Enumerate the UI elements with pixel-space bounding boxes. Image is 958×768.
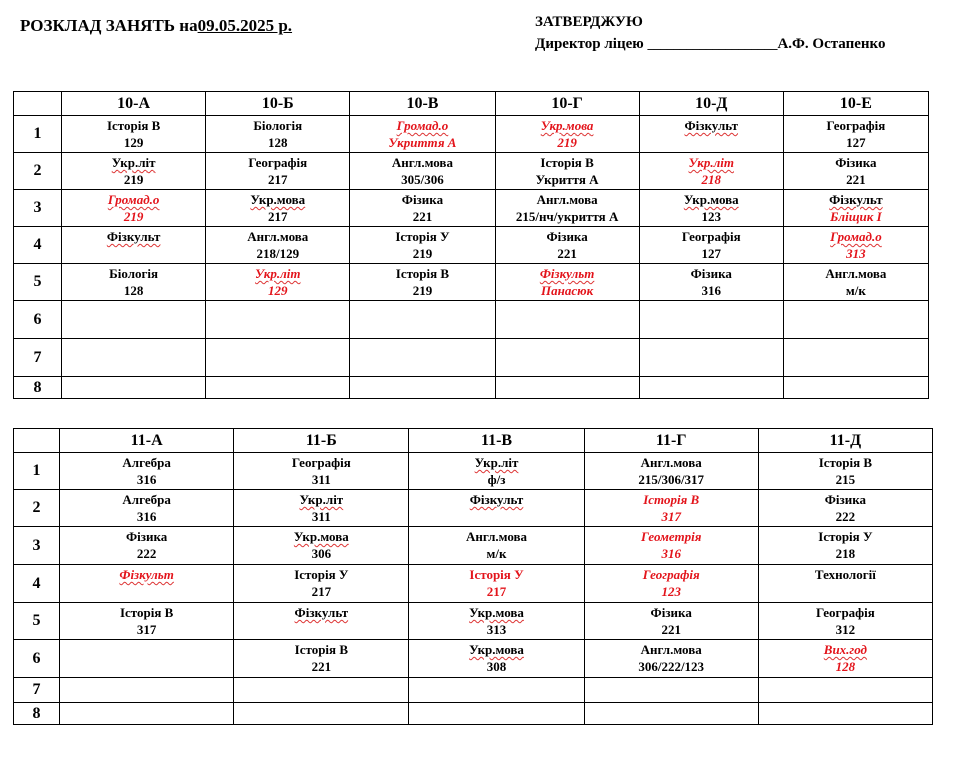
room-or-teacher: 217 (268, 172, 288, 187)
lesson-cell (758, 640, 932, 678)
subject-name: Англ.мова (640, 455, 702, 470)
room-or-teacher: 215/нч/укриття А (515, 209, 619, 224)
room-or-teacher: 221 (846, 172, 866, 187)
room-or-teacher: 221 (311, 659, 332, 674)
room-or-teacher: 127 (701, 246, 721, 261)
lesson-cell (639, 153, 783, 190)
lesson-cell (758, 490, 932, 527)
subject-name: Історія В (540, 155, 594, 170)
subject-name: Історія В (395, 266, 450, 281)
approve-label: ЗАТВЕРДЖУЮ (535, 14, 643, 30)
lesson-cell (783, 153, 928, 190)
lesson-row (14, 490, 933, 527)
lesson-row (14, 264, 929, 301)
room-or-teacher: 308 (486, 659, 507, 674)
lesson-cell (783, 190, 928, 227)
subject-name: Фізика (650, 605, 692, 620)
room-or-teacher: 217 (486, 584, 507, 599)
room-or-teacher: 128 (835, 659, 856, 674)
class-header: 11-Д (758, 429, 932, 453)
lesson-cell (234, 565, 409, 603)
room-or-teacher: 311 (311, 472, 331, 487)
class-header: 10-Е (783, 92, 928, 116)
lesson-cell (350, 153, 495, 190)
lesson-cell (234, 678, 409, 703)
lesson-row (14, 703, 933, 725)
lesson-row (14, 565, 933, 603)
subject-name: Укр.мова (293, 529, 349, 544)
room-or-teacher: 127 (846, 135, 866, 150)
subject-name: Укр.літ (474, 455, 519, 470)
class-header: 10-Г (495, 92, 639, 116)
subject-name: Історія У (818, 529, 873, 544)
lesson-cell (409, 453, 584, 490)
lesson-cell (495, 264, 639, 301)
subject-name: Фізика (401, 192, 444, 207)
room-or-teacher: 316 (136, 472, 157, 487)
subject-name: Географія (291, 455, 351, 470)
room-or-teacher: 217 (268, 209, 288, 224)
subject-name: Технології (814, 567, 876, 582)
subject-name: Географія (826, 118, 886, 133)
lesson-cell (60, 603, 234, 640)
lesson-number: 4 (14, 565, 60, 603)
room-or-teacher: Укриття А (388, 135, 457, 150)
room-or-teacher: 219 (557, 135, 577, 150)
corner-cell (14, 92, 62, 116)
schedule-table-10 (13, 91, 929, 399)
subject-name: Історія В (818, 455, 873, 470)
lesson-number: 3 (14, 527, 60, 565)
room-or-teacher: м/к (486, 546, 507, 561)
subject-name: Історія У (469, 567, 524, 582)
lesson-number: 1 (14, 453, 60, 490)
lesson-cell (495, 377, 639, 399)
corner-cell (14, 429, 60, 453)
subject-name: Географія (248, 155, 308, 170)
subject-name: Укр.літ (688, 155, 734, 170)
room-or-teacher: 219 (412, 246, 433, 261)
room-or-teacher: 219 (123, 209, 144, 224)
lesson-number: 1 (14, 116, 62, 153)
lesson-cell (639, 301, 783, 339)
lesson-cell (584, 453, 758, 490)
lesson-cell (60, 640, 234, 678)
room-or-teacher: 311 (311, 509, 331, 524)
lesson-cell (758, 453, 932, 490)
subject-name: Громад.о (830, 229, 882, 244)
room-or-teacher: 123 (661, 584, 681, 599)
lesson-cell (60, 490, 234, 527)
subject-name: Геометрія (640, 529, 702, 544)
class-header: 10-В (350, 92, 495, 116)
lesson-row (14, 190, 929, 227)
lesson-number: 7 (14, 678, 60, 703)
lesson-cell (783, 339, 928, 377)
lesson-number: 6 (14, 301, 62, 339)
subject-name: Англ.мова (391, 155, 453, 170)
lesson-cell (350, 264, 495, 301)
room-or-teacher: 222 (136, 546, 157, 561)
room-or-teacher: 305/306 (401, 172, 444, 187)
subject-name: Укр.літ (111, 155, 156, 170)
signature-line: ____________________ (647, 36, 778, 51)
room-or-teacher: 317 (661, 509, 681, 524)
lesson-cell (584, 527, 758, 565)
room-or-teacher: 313 (846, 246, 866, 261)
lesson-cell (350, 227, 495, 264)
class-header: 10-Б (206, 92, 350, 116)
room-or-teacher: 221 (557, 246, 577, 261)
lesson-number: 2 (14, 490, 60, 527)
subject-name: Громад.о (396, 118, 449, 133)
lesson-number: 8 (14, 377, 62, 399)
subject-name: Англ.мова (465, 529, 528, 544)
lesson-cell (206, 264, 350, 301)
lesson-cell (639, 190, 783, 227)
class-header: 11-Г (584, 429, 758, 453)
lesson-cell (758, 603, 932, 640)
lesson-cell (758, 565, 932, 603)
lesson-row (14, 339, 929, 377)
lesson-row (14, 301, 929, 339)
lesson-cell (234, 703, 409, 725)
subject-name: Географія (681, 229, 741, 244)
lesson-cell (409, 703, 584, 725)
lesson-cell (409, 603, 584, 640)
room-or-teacher: 218 (701, 172, 721, 187)
subject-name: Укр.мова (540, 118, 594, 133)
lesson-row (14, 640, 933, 678)
subject-name: Укр.мова (683, 192, 739, 207)
lesson-row (14, 227, 929, 264)
lesson-cell (758, 703, 932, 725)
room-or-teacher: м/к (845, 283, 866, 298)
lesson-cell (495, 227, 639, 264)
lesson-cell (350, 339, 495, 377)
lesson-number: 6 (14, 640, 60, 678)
subject-name: Англ.мова (247, 229, 309, 244)
director-name: А.Ф. Остапенко (777, 36, 886, 52)
subject-name: Укр.мова (469, 605, 524, 620)
lesson-cell (495, 153, 639, 190)
lesson-cell (62, 264, 206, 301)
lesson-cell (783, 377, 928, 399)
lesson-cell (409, 678, 584, 703)
subject-name: Алгебра (122, 492, 171, 507)
subject-name: Фізкульт (119, 567, 174, 582)
lesson-row (14, 153, 929, 190)
lesson-cell (584, 490, 758, 527)
room-or-teacher: 128 (123, 283, 144, 298)
room-or-teacher: Панасюк (541, 283, 594, 298)
lesson-cell (783, 116, 928, 153)
lesson-cell (206, 190, 350, 227)
subject-name: Фізика (690, 266, 732, 281)
room-or-teacher: 219 (123, 172, 144, 187)
lesson-cell (783, 264, 928, 301)
lesson-row (14, 453, 933, 490)
lesson-cell (350, 377, 495, 399)
lesson-number: 8 (14, 703, 60, 725)
room-or-teacher: 316 (701, 283, 721, 298)
room-or-teacher: 306/222/123 (638, 659, 705, 674)
subject-name: Укр.літ (255, 266, 301, 281)
room-or-teacher: 219 (412, 283, 433, 298)
lesson-cell (783, 301, 928, 339)
subject-name: Вих.год (823, 642, 868, 657)
subject-name: Географія (642, 567, 700, 582)
lesson-cell (495, 116, 639, 153)
room-or-teacher: 313 (486, 622, 507, 637)
lesson-row (14, 527, 933, 565)
schedule-date: 09.05.2025 р. (197, 16, 293, 35)
lesson-cell (783, 227, 928, 264)
subject-name: Англ.мова (640, 642, 702, 657)
lesson-cell (62, 377, 206, 399)
approval-block (535, 12, 886, 55)
lesson-cell (62, 153, 206, 190)
room-or-teacher: 222 (835, 509, 856, 524)
lesson-cell (62, 339, 206, 377)
subject-name: Англ.мова (536, 192, 598, 207)
subject-name: Громад.о (107, 192, 160, 207)
subject-name: Укр.літ (299, 492, 344, 507)
subject-name: Укр.мова (469, 642, 524, 657)
room-or-teacher: 306 (311, 546, 332, 561)
lesson-cell (495, 339, 639, 377)
room-or-teacher: 221 (661, 622, 681, 637)
lesson-cell (758, 527, 932, 565)
lesson-cell (206, 153, 350, 190)
subject-name: Алгебра (122, 455, 171, 470)
subject-name: Фізкульт (539, 266, 595, 281)
subject-name: Історія В (106, 118, 161, 133)
lesson-cell (234, 603, 409, 640)
subject-name: Історія В (119, 605, 174, 620)
room-or-teacher: 123 (701, 209, 721, 224)
lesson-row (14, 377, 929, 399)
lesson-cell (584, 603, 758, 640)
room-or-teacher: ф/з (487, 472, 506, 487)
lesson-cell (495, 301, 639, 339)
director-text: Директор ліцею (535, 36, 644, 52)
subject-name: Укр.мова (250, 192, 306, 207)
room-or-teacher: 129 (268, 283, 288, 298)
lesson-cell (60, 453, 234, 490)
lesson-cell (206, 227, 350, 264)
lesson-cell (584, 565, 758, 603)
subject-name: Історія В (643, 492, 700, 507)
schedule-title (20, 16, 292, 36)
subject-name: Фізкульт (106, 229, 161, 244)
subject-name: Фізкульт (294, 605, 349, 620)
lesson-number: 4 (14, 227, 62, 264)
lesson-cell (758, 678, 932, 703)
room-or-teacher: 316 (661, 546, 681, 561)
lesson-cell (206, 301, 350, 339)
class-header: 11-А (60, 429, 234, 453)
subject-name: Фізика (824, 492, 867, 507)
lesson-cell (409, 640, 584, 678)
lesson-cell (639, 377, 783, 399)
room-or-teacher: 317 (136, 622, 157, 637)
lesson-cell (234, 490, 409, 527)
subject-name: Біологія (253, 118, 303, 133)
subject-name: Географія (815, 605, 875, 620)
lesson-cell (234, 453, 409, 490)
room-or-teacher: 129 (123, 135, 144, 150)
lesson-number: 5 (14, 264, 62, 301)
class-header: 11-Б (234, 429, 409, 453)
room-or-teacher: 218 (835, 546, 856, 561)
subject-name: Фізика (546, 229, 588, 244)
lesson-cell (639, 227, 783, 264)
lesson-cell (62, 190, 206, 227)
lesson-cell (62, 227, 206, 264)
lesson-row (14, 116, 929, 153)
schedule-table-11 (13, 428, 933, 725)
room-or-teacher: Укриття А (535, 172, 599, 187)
lesson-cell (350, 190, 495, 227)
lesson-cell (409, 490, 584, 527)
lesson-number: 7 (14, 339, 62, 377)
lesson-cell (639, 339, 783, 377)
lesson-cell (60, 527, 234, 565)
class-header: 10-Д (639, 92, 783, 116)
lesson-cell (62, 116, 206, 153)
lesson-cell (60, 703, 234, 725)
class-header: 11-В (409, 429, 584, 453)
lesson-cell (206, 339, 350, 377)
subject-name: Біологія (109, 266, 159, 281)
lesson-cell (234, 640, 409, 678)
director-line (535, 33, 886, 55)
lesson-cell (584, 678, 758, 703)
room-or-teacher: 316 (136, 509, 157, 524)
subject-name: Фізика (125, 529, 168, 544)
room-or-teacher: Бліщик І (830, 209, 882, 224)
subject-name: Історія В (294, 642, 348, 657)
lesson-cell (350, 301, 495, 339)
subject-name: Фізкульт (469, 492, 524, 507)
lesson-cell (495, 190, 639, 227)
lesson-cell (350, 116, 495, 153)
room-or-teacher: 221 (412, 209, 433, 224)
lesson-row (14, 603, 933, 640)
room-or-teacher: 312 (835, 622, 856, 637)
lesson-cell (234, 527, 409, 565)
lesson-cell (62, 301, 206, 339)
room-or-teacher: 218/129 (256, 246, 300, 261)
lesson-cell (60, 678, 234, 703)
subject-name: Англ.мова (825, 266, 887, 281)
room-or-teacher: 215 (835, 472, 856, 487)
room-or-teacher: 215/306/317 (638, 472, 705, 487)
subject-name: Фізкульт (684, 118, 739, 133)
lesson-cell (639, 116, 783, 153)
title-prefix: РОЗКЛАД ЗАНЯТЬ на (20, 16, 198, 35)
lesson-number: 5 (14, 603, 60, 640)
lesson-cell (206, 116, 350, 153)
subject-name: Фізика (835, 155, 877, 170)
lesson-row (14, 678, 933, 703)
lesson-cell (409, 527, 584, 565)
lesson-number: 3 (14, 190, 62, 227)
room-or-teacher: 217 (311, 584, 332, 599)
lesson-cell (60, 565, 234, 603)
subject-name: Фізкульт (829, 192, 883, 207)
subject-name: Історія У (294, 567, 349, 582)
lesson-cell (584, 703, 758, 725)
lesson-cell (409, 565, 584, 603)
lesson-number: 2 (14, 153, 62, 190)
lesson-cell (639, 264, 783, 301)
class-header: 10-А (62, 92, 206, 116)
subject-name: Історія У (395, 229, 450, 244)
lesson-cell (206, 377, 350, 399)
lesson-cell (584, 640, 758, 678)
room-or-teacher: 128 (268, 135, 288, 150)
